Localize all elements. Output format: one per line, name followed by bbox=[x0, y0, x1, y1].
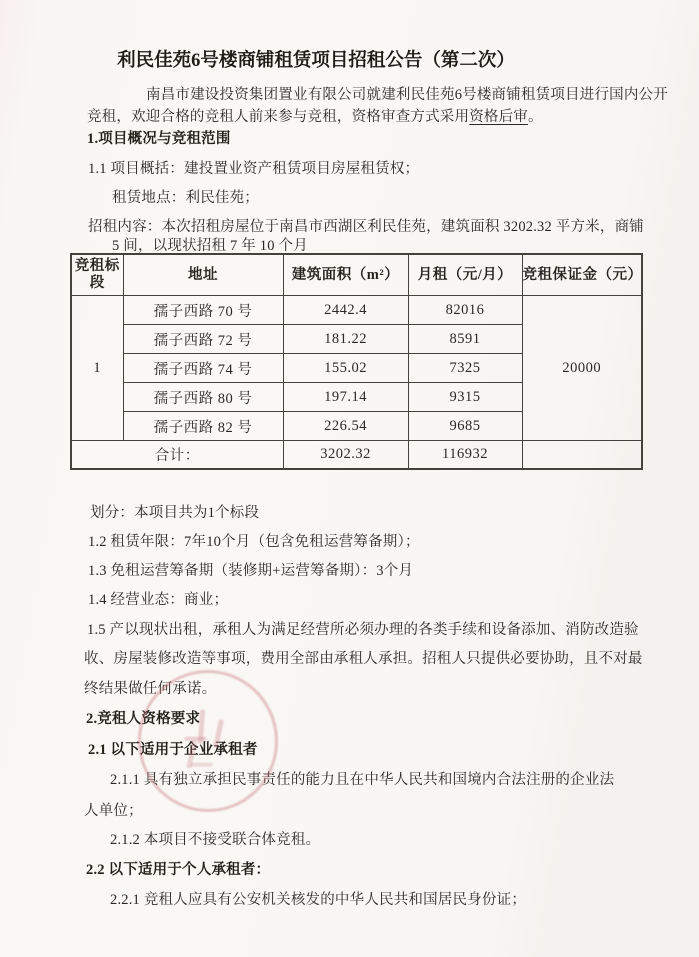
col-header-address: 地址 bbox=[123, 254, 283, 296]
area-cell: 197.14 bbox=[283, 383, 408, 412]
address-cell: 孺子西路 82 号 bbox=[123, 412, 283, 441]
division-line: 划分：本项目共为1个标段 bbox=[90, 505, 260, 521]
address-cell: 孺子西路 72 号 bbox=[123, 325, 283, 354]
rental-lots-table bbox=[70, 253, 643, 470]
total-label-cell: 合计： bbox=[71, 441, 283, 470]
area-cell: 155.02 bbox=[283, 354, 408, 383]
section-number-cell: 1 bbox=[71, 296, 123, 441]
table-total-row bbox=[71, 441, 642, 470]
area-cell: 2442.4 bbox=[283, 296, 408, 325]
rent-cell: 8591 bbox=[408, 325, 522, 354]
intro-line-2-period: 。 bbox=[528, 109, 543, 125]
item-2-1: 2.1 以下适用于企业承租者 bbox=[88, 742, 258, 758]
item-1-2: 1.2 租赁年限：7年10个月（包含免租运营筹备期）； bbox=[88, 534, 420, 550]
area-cell: 226.54 bbox=[283, 412, 408, 441]
item-2-1-1-line-2: 人单位； bbox=[84, 803, 143, 819]
col-header-area: 建筑面积（m²） bbox=[283, 254, 408, 296]
item-1-3: 1.3 免租运营筹备期（装修期+运营筹备期）：3个月 bbox=[88, 563, 414, 579]
intro-line-1: 南昌市建设投资集团置业有限公司就建利民佳苑6号楼商铺租赁项目进行国内公开 bbox=[146, 87, 668, 103]
item-2-2-1: 2.2.1 竞租人应具有公安机关核发的中华人民共和国居民身份证； bbox=[110, 892, 527, 908]
item-1-1: 1.1 项目概括：建投置业资产租赁项目房屋租赁权； bbox=[88, 161, 420, 177]
item-1-5-line-3: 终结果做任何承诺。 bbox=[84, 681, 217, 697]
item-1-4: 1.4 经营业态：商业； bbox=[88, 592, 229, 608]
rental-content-line-2: 5 间，以现状招租 7 年 10 个月 bbox=[112, 238, 308, 254]
section-2-heading: 2.竞租人资格要求 bbox=[86, 711, 201, 727]
section-1-heading: 1.项目概况与竞租范围 bbox=[87, 131, 231, 147]
intro-line-2 bbox=[87, 107, 543, 127]
address-cell: 孺子西路 74 号 bbox=[123, 354, 283, 383]
item-2-1-1-line-1: 2.1.1 具有独立承担民事责任的能力且在中华人民共和国境内合法注册的企业法 bbox=[110, 772, 615, 788]
col-header-section: 竞租标段 bbox=[71, 254, 123, 296]
address-cell: 孺子西路 80 号 bbox=[123, 383, 283, 412]
address-cell: 孺子西路 70 号 bbox=[123, 296, 283, 325]
area-cell: 181.22 bbox=[283, 325, 408, 354]
rental-content-line-1: 招租内容：本次招租房屋位于南昌市西湖区利民佳苑，建筑面积 3202.32 平方米，商铺 bbox=[88, 219, 644, 235]
item-2-2: 2.2 以下适用于个人承租者： bbox=[86, 862, 271, 878]
rent-cell: 9315 bbox=[408, 383, 522, 412]
rent-cell: 9685 bbox=[408, 412, 522, 441]
table-row bbox=[71, 296, 642, 325]
item-1-5-line-1: 1.5 产以现状出租，承租人为满足经营所必须办理的各类手续和设备添加、消防改造验 bbox=[87, 622, 639, 638]
table-header-row bbox=[71, 254, 642, 296]
item-2-1-2: 2.1.2 本项目不接受联合体竞租。 bbox=[110, 832, 321, 848]
total-area-cell: 3202.32 bbox=[283, 441, 408, 470]
item-1-5-line-2: 收、房屋装修改造等事项，费用全部由承租人承担。招租人只提供必要协助，且不对最 bbox=[84, 651, 643, 667]
document-title: 利民佳苑6号楼商铺租赁项目招租公告（第二次） bbox=[117, 51, 515, 71]
rent-cell: 82016 bbox=[408, 296, 522, 325]
rental-location-line: 租赁地点：利民佳苑； bbox=[112, 190, 259, 206]
underlined-phrase: 资格后审 bbox=[469, 109, 529, 125]
deposit-cell: 20000 bbox=[522, 296, 642, 441]
rent-cell: 7325 bbox=[408, 354, 522, 383]
total-deposit-empty-cell bbox=[522, 441, 642, 470]
total-rent-cell: 116932 bbox=[408, 441, 522, 470]
col-header-deposit: 竞租保证金（元） bbox=[522, 254, 642, 296]
intro-line-2-text: 竞租，欢迎合格的竞租人前来参与竞租，资格审查方式采用 bbox=[87, 109, 470, 125]
col-header-rent: 月租（元/月） bbox=[408, 254, 522, 296]
